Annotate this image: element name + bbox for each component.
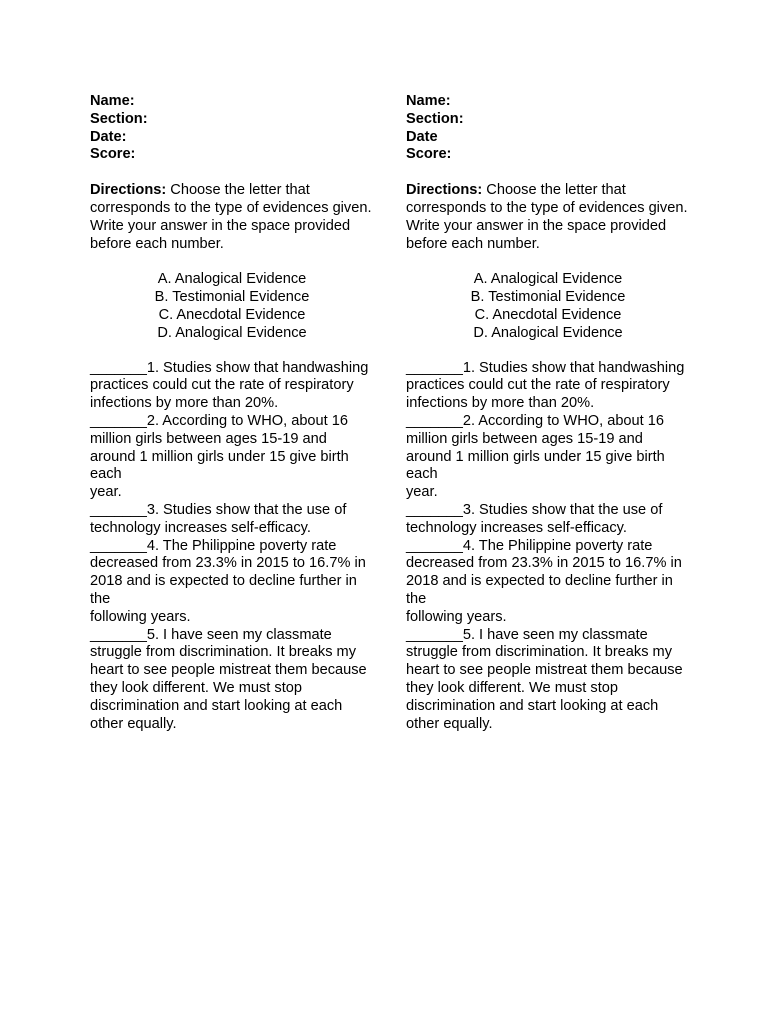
question-text: 3. Studies show that the use of technology increases self-efficacy. xyxy=(90,501,347,536)
directions-text: Choose the letter that corresponds to the type of evidences given. Write your answer in the space provided before each number. xyxy=(406,182,688,252)
question-item-4 xyxy=(406,538,690,627)
question-text-continued: year. xyxy=(90,484,122,501)
answer-blank: _______ xyxy=(90,359,147,376)
answer-blank: _______ xyxy=(406,626,463,643)
choice-d: D. Analogical Evidence xyxy=(157,324,307,341)
choice-c: C. Anecdotal Evidence xyxy=(158,306,306,323)
question-text-continued: following years. xyxy=(90,608,191,625)
choice-a: A. Analogical Evidence xyxy=(157,271,307,288)
score-label: Score: xyxy=(90,146,136,163)
answer-blank: _______ xyxy=(406,537,463,554)
question-text: 5. I have seen my classmate struggle from discrimination. It breaks my heart to see people mistreat them because they look different. We must stop discrimination and start looking at each other equally. xyxy=(406,626,683,732)
question-text-continued: following years. xyxy=(406,608,507,625)
answer-blank: _______ xyxy=(90,626,147,643)
question-list xyxy=(406,360,690,734)
worksheet-right xyxy=(406,93,690,733)
question-text: 5. I have seen my classmate struggle from discrimination. It breaks my heart to see people mistreat them because they look different. We must stop discrimination and start looking at each other equally. xyxy=(90,626,367,732)
choices-list xyxy=(406,271,690,342)
question-text-continued: year. xyxy=(406,484,438,501)
choice-b: B. Testimonial Evidence xyxy=(154,289,310,306)
answer-blank: _______ xyxy=(406,412,463,429)
question-text: 1. Studies show that handwashing practices could cut the rate of respiratory infections by more than 20%. xyxy=(90,359,369,412)
question-item-2 xyxy=(90,413,374,502)
question-item-3 xyxy=(406,502,690,538)
directions-paragraph xyxy=(90,182,374,253)
date-label: Date: xyxy=(90,128,127,145)
question-text: 4. The Philippine poverty rate decreased from 23.3% in 2015 to 16.7% in 2018 and is expected to decline further in the xyxy=(406,537,682,607)
choice-b: B. Testimonial Evidence xyxy=(470,289,626,306)
section-label: Section: xyxy=(90,110,148,127)
question-text: 2. According to WHO, about 16 million girls between ages 15-19 and around 1 million girls under 15 give birth each xyxy=(90,412,349,483)
question-list xyxy=(90,360,374,734)
worksheet-left xyxy=(90,93,374,733)
directions-label: Directions: xyxy=(406,182,483,199)
section-label: Section: xyxy=(406,110,464,127)
directions-paragraph xyxy=(406,182,690,253)
question-item-3 xyxy=(90,502,374,538)
answer-blank: _______ xyxy=(90,537,147,554)
question-item-5 xyxy=(90,627,374,734)
choice-c: C. Anecdotal Evidence xyxy=(474,306,622,323)
answer-blank: _______ xyxy=(406,501,463,518)
name-label: Name: xyxy=(406,93,451,109)
question-text: 2. According to WHO, about 16 million girls between ages 15-19 and around 1 million girls under 15 give birth each xyxy=(406,412,665,483)
student-info-header xyxy=(90,93,374,164)
score-label: Score: xyxy=(406,146,452,163)
question-text: 3. Studies show that the use of technology increases self-efficacy. xyxy=(406,501,663,536)
directions-text: Choose the letter that corresponds to the type of evidences given. Write your answer in the space provided before each number. xyxy=(90,182,372,252)
question-item-4 xyxy=(90,538,374,627)
answer-blank: _______ xyxy=(406,359,463,376)
directions-label: Directions: xyxy=(90,182,167,199)
question-item-5 xyxy=(406,627,690,734)
choices-list xyxy=(90,271,374,342)
name-label: Name: xyxy=(90,93,135,109)
question-item-1 xyxy=(90,360,374,413)
question-text: 4. The Philippine poverty rate decreased from 23.3% in 2015 to 16.7% in 2018 and is expected to decline further in the xyxy=(90,537,366,607)
choice-d: D. Analogical Evidence xyxy=(473,324,623,341)
question-text: 1. Studies show that handwashing practices could cut the rate of respiratory infections by more than 20%. xyxy=(406,359,685,412)
choice-a: A. Analogical Evidence xyxy=(473,271,623,288)
question-item-2 xyxy=(406,413,690,502)
answer-blank: _______ xyxy=(90,412,147,429)
student-info-header xyxy=(406,93,690,164)
answer-blank: _______ xyxy=(90,501,147,518)
question-item-1 xyxy=(406,360,690,413)
date-label: Date xyxy=(406,128,438,145)
